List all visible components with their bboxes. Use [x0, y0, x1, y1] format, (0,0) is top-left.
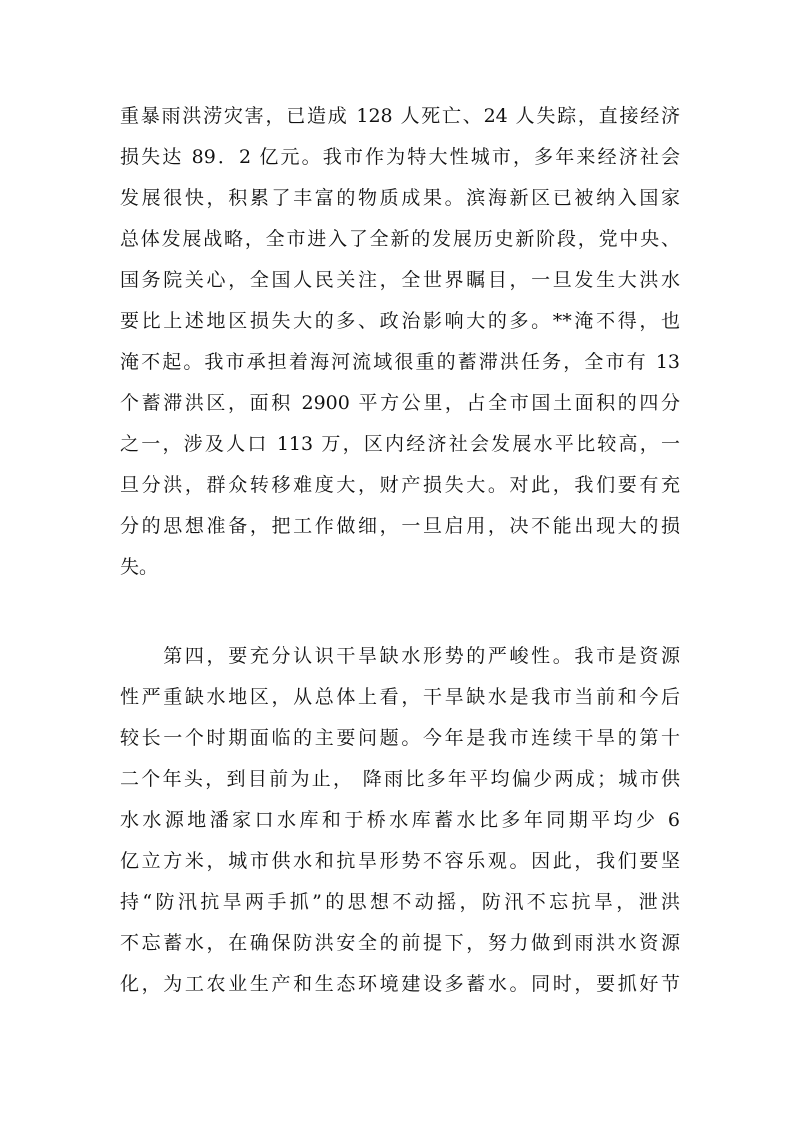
text-line: 化，为工农业生产和生态环境建设多蓄水。同时，要抓好节 — [120, 973, 680, 995]
text-line: 第四，要充分认识干旱缺水形势的严峻性。我市是资源 — [120, 645, 680, 667]
text-line: 损失达 89．2 亿元。我市作为特大性城市，多年来经济社会 — [120, 146, 680, 168]
text-line: 发展很快，积累了丰富的物质成果。滨海新区已被纳入国家 — [120, 187, 680, 209]
text-line: 总体发展战略，全市进入了全新的发展历史新阶段，党中央、 — [120, 228, 680, 250]
text-line: 要比上述地区损失大的多、政治影响大的多。**淹不得，也 — [120, 310, 680, 332]
text-line: 性严重缺水地区，从总体上看，干旱缺水是我市当前和今后 — [120, 686, 680, 708]
text-line: 二个年头，到目前为止， 降雨比多年平均偏少两成；城市供 — [120, 768, 680, 790]
text-line: 持“防汛抗旱两手抓”的思想不动摇，防汛不忘抗旱，泄洪 — [120, 891, 680, 913]
text-line: 之一，涉及人口 113 万，区内经济社会发展水平比较高，一 — [120, 433, 680, 455]
text-line: 亿立方米，城市供水和抗旱形势不容乐观。因此，我们要坚 — [120, 850, 680, 872]
text-line: 不忘蓄水，在确保防洪安全的前提下，努力做到雨洪水资源 — [120, 932, 680, 954]
text-line: 水水源地潘家口水库和于桥水库蓄水比多年同期平均少 6 — [120, 809, 680, 831]
text-line: 较长一个时期面临的主要问题。今年是我市连续干旱的第十 — [120, 727, 680, 749]
text-line: 淹不起。我市承担着海河流域很重的蓄滞洪任务，全市有 13 — [120, 351, 680, 373]
text-line: 个蓄滞洪区，面积 2900 平方公里，占全市国土面积的四分 — [120, 392, 680, 414]
text-line: 国务院关心，全国人民关注，全世界瞩目，一旦发生大洪水 — [120, 269, 680, 291]
text-line: 旦分洪，群众转移难度大，财产损失大。对此，我们要有充 — [120, 474, 680, 496]
text-line: 失。 — [120, 556, 159, 578]
text-line: 分的思想准备，把工作做细，一旦启用，决不能出现大的损 — [120, 515, 680, 537]
text-line: 重暴雨洪涝灾害，已造成 128 人死亡、24 人失踪，直接经济 — [120, 105, 680, 127]
